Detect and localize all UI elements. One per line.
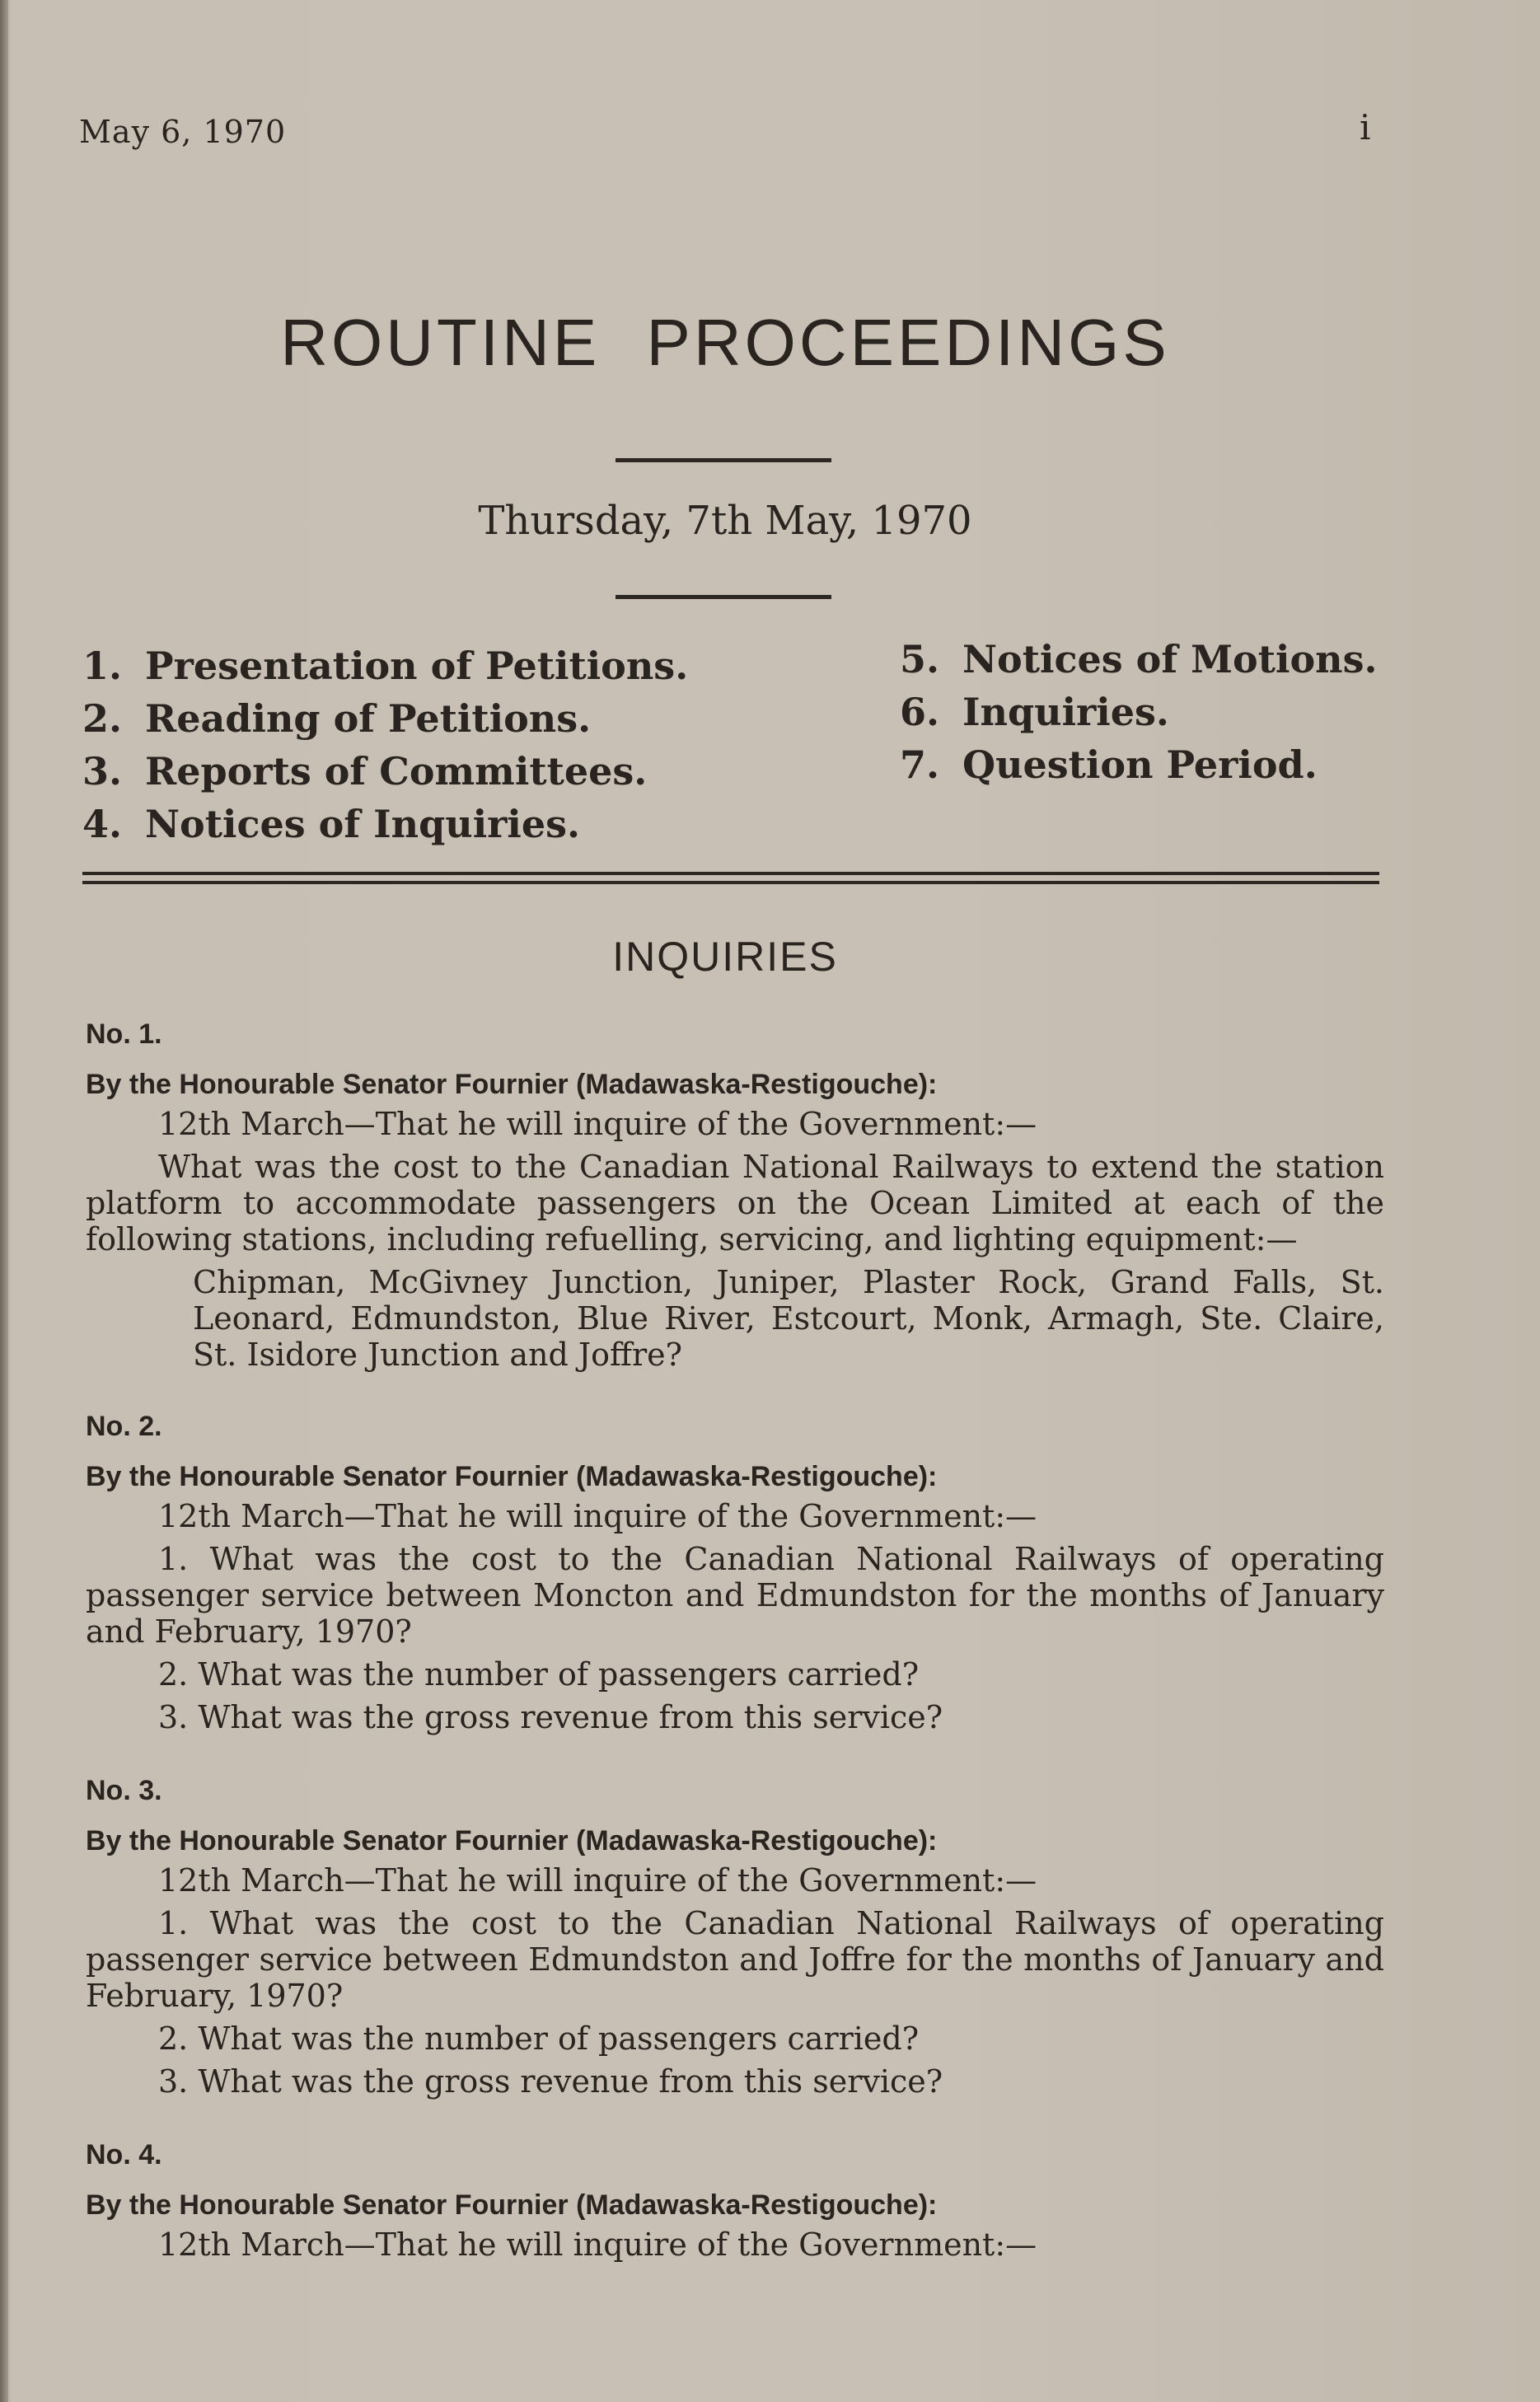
inquiry-date-line: 12th March—That he will inquire of the Government:— [158, 1498, 1037, 1534]
order-item: 1. Presentation of Petitions. [82, 644, 689, 688]
header-date: May 6, 1970 [79, 114, 287, 150]
inquiry-number: No. 1. [86, 1018, 162, 1050]
order-item: 7. Question Period. [900, 742, 1318, 787]
inquiry-author: By the Honourable Senator Fournier (Madawaska-Restigouche): [86, 1069, 938, 1100]
page-number: i [1360, 107, 1371, 147]
top-short-rule [616, 458, 831, 462]
inquiry-date-line: 12th March—That he will inquire of the Government:— [158, 1862, 1037, 1899]
order-item: 4. Notices of Inquiries. [82, 802, 581, 846]
order-item: 5. Notices of Motions. [900, 637, 1378, 681]
inquiry-1 [86, 1018, 1384, 1373]
bottom-short-rule [616, 595, 831, 599]
inquiry-author: By the Honourable Senator Fournier (Madawaska-Restigouche): [86, 1461, 938, 1492]
inquiry-question: 2. What was the number of passengers carried? [158, 2020, 920, 2057]
page-title: ROUTINE PROCEEDINGS [280, 306, 1170, 379]
inquiry-4 [86, 2139, 1384, 2269]
order-list-right [900, 633, 1377, 791]
inquiry-text: What was the cost to the Canadian National Railways to extend the station platform to accommodate passengers on the Ocean Limited at each of the following stations, including refuelling, servicing, and lighting equipment:— [86, 1149, 1384, 1257]
inquiry-number: No. 4. [86, 2139, 162, 2170]
sitting-date: Thursday, 7th May, 1970 [478, 498, 972, 544]
order-list-left [82, 639, 688, 850]
inquiry-question: 2. What was the number of passengers carried? [158, 1656, 920, 1693]
order-item: 2. Reading of Petitions. [82, 696, 592, 741]
inquiry-number: No. 2. [86, 1411, 162, 1442]
inquiry-question: 3. What was the gross revenue from this service? [158, 2063, 943, 2100]
double-rule-divider [82, 872, 1379, 884]
inquiry-author: By the Honourable Senator Fournier (Madawaska-Restigouche): [86, 2189, 938, 2221]
inquiry-date-line: 12th March—That he will inquire of the Government:— [158, 2226, 1037, 2263]
order-item: 3. Reports of Committees. [82, 749, 648, 794]
inquiry-2 [86, 1411, 1384, 1742]
section-title: INQUIRIES [612, 934, 838, 980]
inquiry-station-list: Chipman, McGivney Junction, Juniper, Plaster Rock, Grand Falls, St. Leonard, Edmundston, Blue River, Estcourt, Monk, Armagh, Ste. Claire, St. Isidore Junction and Joffre? [193, 1264, 1384, 1373]
inquiry-3 [86, 1775, 1384, 2106]
order-item: 6. Inquiries. [900, 690, 1169, 734]
inquiry-number: No. 3. [86, 1775, 162, 1806]
inquiry-author: By the Honourable Senator Fournier (Madawaska-Restigouche): [86, 1825, 938, 1857]
inquiry-date-line: 12th March—That he will inquire of the Government:— [158, 1106, 1037, 1142]
inquiry-question: 3. What was the gross revenue from this service? [158, 1699, 943, 1735]
inquiry-question: 1. What was the cost to the Canadian National Railways of operating passenger service between Edmundston and Joffre for the months of January and February, 1970? [86, 1905, 1384, 2014]
inquiry-question: 1. What was the cost to the Canadian National Railways of operating passenger service between Moncton and Edmundston for the months of January and February, 1970? [86, 1541, 1384, 1650]
